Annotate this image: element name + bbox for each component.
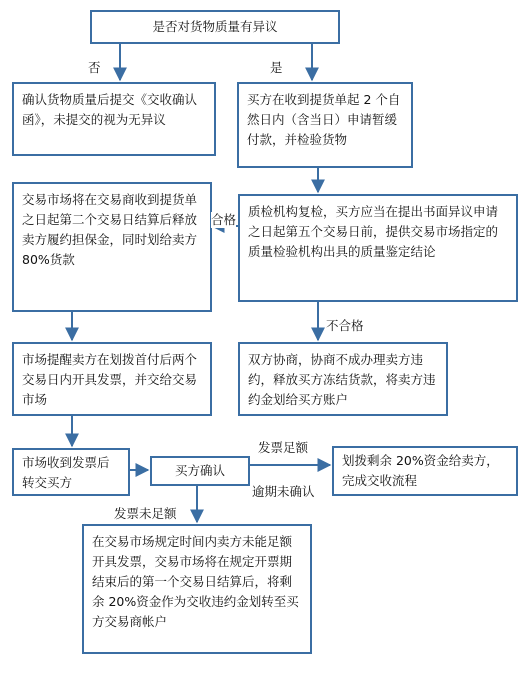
insufficient-invoice-text: 在交易市场规定时间内卖方未能足额开具发票，交易市场将在规定开票期结束后的第一个交易日结算后，将剩余 20%资金作为交收违约金划转至买方交易商帐户: [92, 534, 299, 629]
exchange-settle-box: [12, 182, 212, 312]
insufficient-invoice-box: [82, 524, 312, 654]
label-invoice-insufficient: 发票未足额: [114, 506, 177, 521]
confirm-goods-text: 确认货物质量后提交《交收确认函》，未提交的视为无异议: [22, 92, 198, 127]
remind-invoice-box: [12, 342, 212, 416]
reinspect-box: [238, 194, 518, 302]
negotiate-box: [238, 342, 448, 416]
buyer-confirm-text: 买方确认: [174, 463, 225, 478]
receive-invoice-text: 市场收到发票后转交买方: [22, 455, 110, 490]
remind-invoice-text: 市场提醒卖方在划拨首付后两个交易日内开具发票，并交给交易市场: [22, 352, 198, 407]
label-invoice-sufficient: 发票足额: [258, 440, 309, 455]
reinspect-text: 质检机构复检，买方应当在提出书面异议申请之日起第五个交易日前，提供交易市场指定的质量检验机构出具的质量鉴定结论: [248, 204, 499, 259]
transfer-remaining-text: 划拨剩余 20%资金给卖方，完成交收流程: [342, 453, 499, 488]
question-text: 是否对货物质量有异议: [152, 19, 278, 34]
question-box: [90, 10, 340, 44]
confirm-goods-box: [12, 82, 216, 156]
label-no: 否: [88, 60, 101, 75]
apply-suspend-box: [237, 82, 413, 168]
receive-invoice-box: [12, 448, 130, 496]
transfer-remaining-box: [332, 446, 518, 496]
label-qualified: 合格: [211, 212, 237, 227]
label-unqualified: 不合格: [326, 318, 364, 333]
label-overdue-unconfirmed: 逾期未确认: [252, 484, 315, 499]
negotiate-text: 双方协商，协商不成办理卖方违约，释放买方冻结货款，将卖方违约金划给买方账户: [248, 352, 436, 407]
buyer-confirm-box: [150, 456, 250, 486]
exchange-settle-text: 交易市场将在交易商收到提货单之日起第二个交易日结算后释放卖方履约担保金，同时划给卖方 80%货款: [22, 192, 198, 267]
label-yes: 是: [270, 60, 283, 75]
apply-suspend-text: 买方在收到提货单起 2 个自然日内（含当日）申请暂缓付款，并检验货物: [247, 92, 401, 147]
